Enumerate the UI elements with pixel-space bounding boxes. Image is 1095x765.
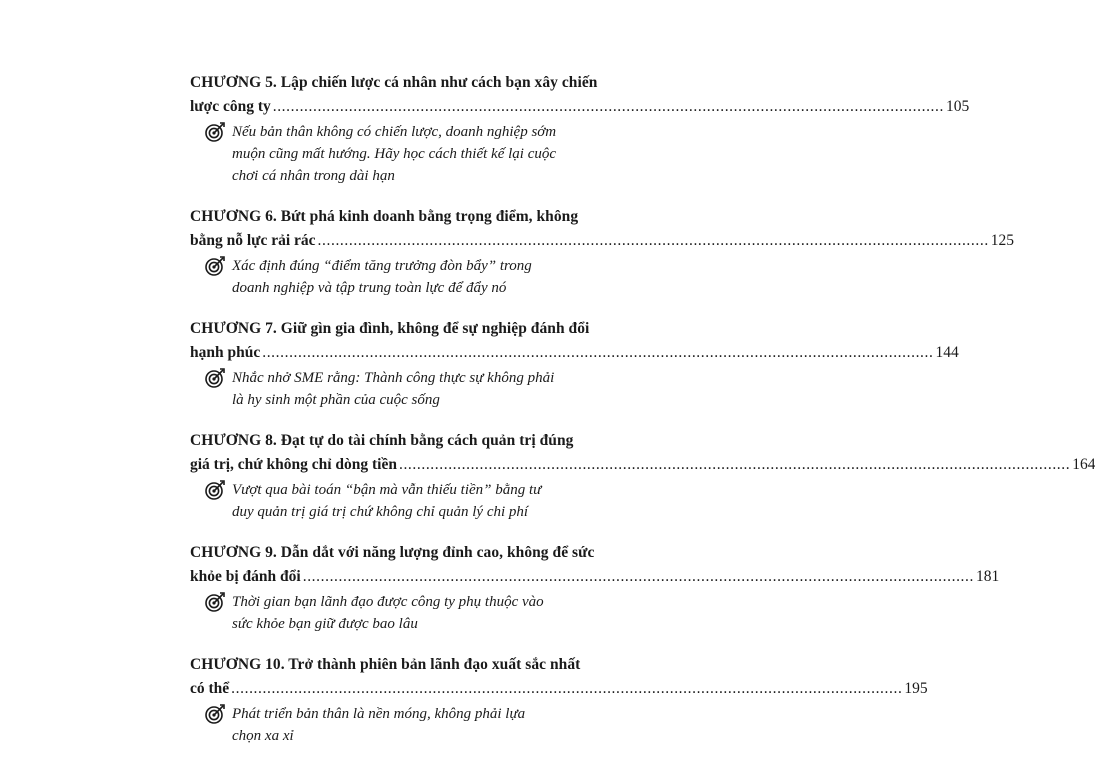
table-of-contents [190,71,1095,765]
description-text: Thời gian bạn lãnh đạo được công ty phụ thuộc vào sức khỏe bạn giữ được bao lâu [232,594,544,632]
description-text: Xác định đúng “điểm tăng trưởng đòn bẩy” trong doanh nghiệp và tập trung toàn lực để đẩy nó [232,258,532,296]
target-icon [204,479,226,501]
leader-dots: ...................................................................................................................................................... [398,456,1071,473]
chapter-description [190,121,558,187]
page-number: 195 [904,680,928,697]
chapter-title: CHƯƠNG 6. Bứt phá kinh doanh bằng trọng điểm, không [190,208,579,225]
chapter-description [190,255,558,299]
chapter-title-line [190,95,970,119]
chapter-title-line [190,341,959,365]
chapter-entry-10 [190,653,928,747]
description-text: Nhắc nhở SME rằng: Thành công thực sự không phải là hy sinh một phần của cuộc sống [232,370,555,408]
target-icon [204,121,226,143]
chapter-title-continued: hạnh phúc [190,344,261,361]
page-number: 164 [1072,456,1095,473]
leader-dots: ...................................................................................................................................................... [262,344,934,361]
chapter-title: CHƯƠNG 10. Trở thành phiên bản lãnh đạo xuất sắc nhất [190,656,581,673]
leader-dots: ...................................................................................................................................................... [317,232,989,249]
chapter-title-continued: bằng nỗ lực rải rác [190,232,316,249]
chapter-title-line [190,677,928,701]
chapter-title-line [190,453,1095,477]
chapter-description [190,703,558,747]
chapter-entry-6 [190,205,1015,299]
leader-dots: ...................................................................................................................................................... [272,98,944,115]
chapter-title: CHƯƠNG 9. Dẫn dắt với năng lượng đỉnh cao, không để sức [190,544,595,561]
description-text: Phát triển bản thân là nền móng, không phải lựa chọn xa xỉ [232,706,526,744]
target-icon [204,255,226,277]
chapter-description [190,591,558,635]
leader-dots: ...................................................................................................................................................... [231,680,903,697]
page-number: 144 [935,344,959,361]
page-number: 105 [945,98,970,115]
chapter-title-line [190,229,1015,253]
chapter-title: CHƯƠNG 5. Lập chiến lược cá nhân như cách bạn xây chiến [190,74,598,91]
chapter-title-continued: khỏe bị đánh đổi [190,568,301,585]
chapter-title-line [190,565,1000,589]
page-number: 125 [990,232,1015,249]
description-text: Nếu bản thân không có chiến lược, doanh nghiệp sớm muộn cũng mất hướng. Hãy học cách thiết kế lại cuộc chơi cá nhân trong dài hạn [232,124,557,184]
chapter-description [190,367,558,411]
leader-dots: ...................................................................................................................................................... [302,568,974,585]
chapter-entry-8 [190,429,1095,523]
chapter-title: CHƯƠNG 8. Đạt tự do tài chính bằng cách quản trị đúng [190,432,574,449]
description-text: Vượt qua bài toán “bận mà vẫn thiếu tiền” bằng tư duy quản trị giá trị chứ không chỉ quản lý chi phí [232,482,542,520]
chapter-title-continued: giá trị, chứ không chỉ dòng tiền [190,456,397,473]
chapter-entry-7 [190,317,959,411]
chapter-description [190,479,558,523]
chapter-entry-5 [190,71,970,187]
target-icon [204,367,226,389]
chapter-title-continued: lược công ty [190,98,271,115]
page-number: 181 [975,568,1000,585]
target-icon [204,703,226,725]
target-icon [204,591,226,613]
chapter-title: CHƯƠNG 7. Giữ gìn gia đình, không để sự nghiệp đánh đổi [190,320,590,337]
chapter-title-continued: có thể [190,680,230,697]
chapter-entry-9 [190,541,1000,635]
